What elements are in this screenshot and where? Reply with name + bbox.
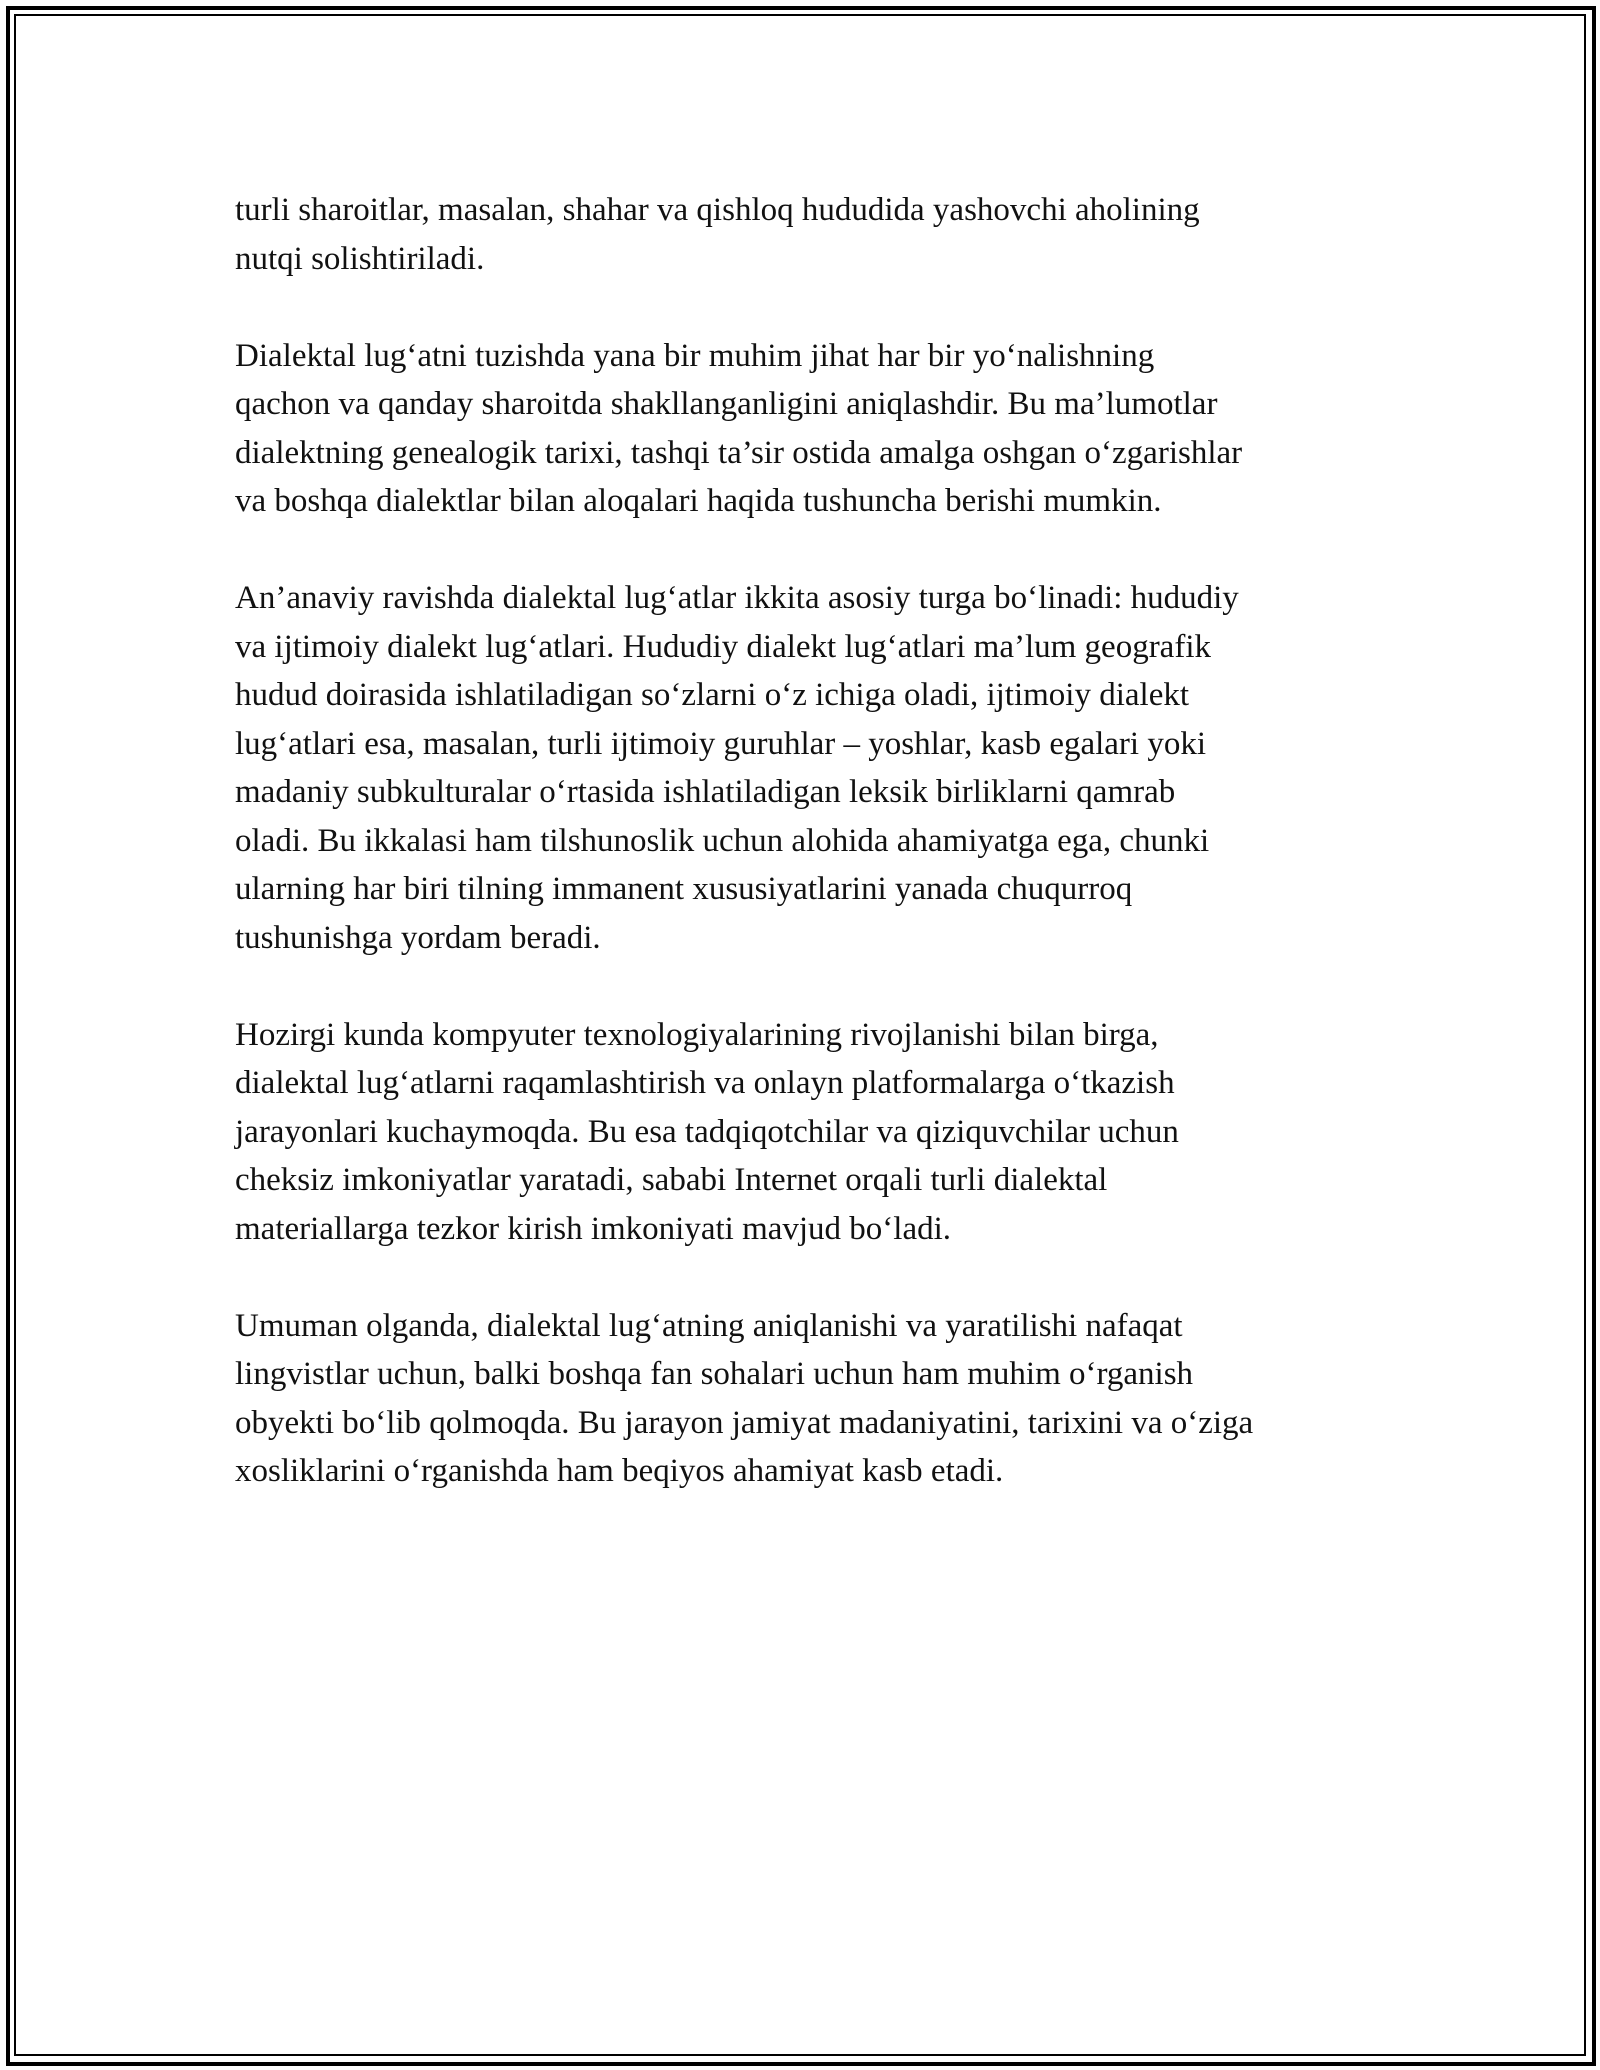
paragraph-3: An’anaviy ravishda dialektal lug‘atlar ikkita asosiy turga bo‘linadi: hududiy va ijtimoiy dialekt lug‘atlari. Hududiy dialekt lug‘atlari ma’lum geografik hudud doirasida ishlatiladigan so‘zlarni o‘z ichiga oladi, ijtimoiy dialekt lug‘atlari esa, masalan, turli ijtimoiy guruhlar – yoshlar, kasb egalari yoki madaniy subkulturalar o‘rtasida ishlatiladigan leksik birliklarni qamrab oladi. Bu ikkalasi ham tilshunoslik uchun alohida ahamiyatga ega, chunki ularning har biri tilning immanent xususiyatlarini yanada chuqurroq tushunishga yordam beradi. xyxy=(235,580,1239,956)
paragraph-1: turli sharoitlar, masalan, shahar va qishloq hududida yashovchi aholining nutqi solishtiriladi. xyxy=(235,192,1200,277)
document-body xyxy=(235,186,1385,1544)
paragraph-4: Hozirgi kunda kompyuter texnologiyalarining rivojlanishi bilan birga, dialektal lug‘atlarni raqamlashtirish va onlayn platformalarga o‘tkazish jarayonlari kuchaymoqda. Bu esa tadqiqotchilar va qiziquvchilar uchun cheksiz imkoniyatlar yaratadi, sababi Internet orqali turli dialektal materiallarga tezkor kirish imkoniyati mavjud bo‘ladi. xyxy=(235,1016,1179,1247)
paragraph-5: Umuman olganda, dialektal lug‘atning aniqlanishi va yaratilishi nafaqat lingvistlar uchun, balki boshqa fan sohalari uchun ham muhim o‘rganish obyekti bo‘lib qolmoqda. Bu jarayon jamiyat madaniyatini, tarixini va o‘ziga xosliklarini o‘rganishda ham beqiyos ahamiyat kasb etadi. xyxy=(235,1307,1254,1489)
paragraph-2: Dialektal lug‘atni tuzishda yana bir muhim jihat har bir yo‘nalishning qachon va qanday sharoitda shakllanganligini aniqlashdir. Bu ma’lumotlar dialektning genealogik tarixi, tashqi ta’sir ostida amalga oshgan o‘zgarishlar va boshqa dialektlar bilan aloqalari haqida tushuncha berishi mumkin. xyxy=(235,337,1243,519)
